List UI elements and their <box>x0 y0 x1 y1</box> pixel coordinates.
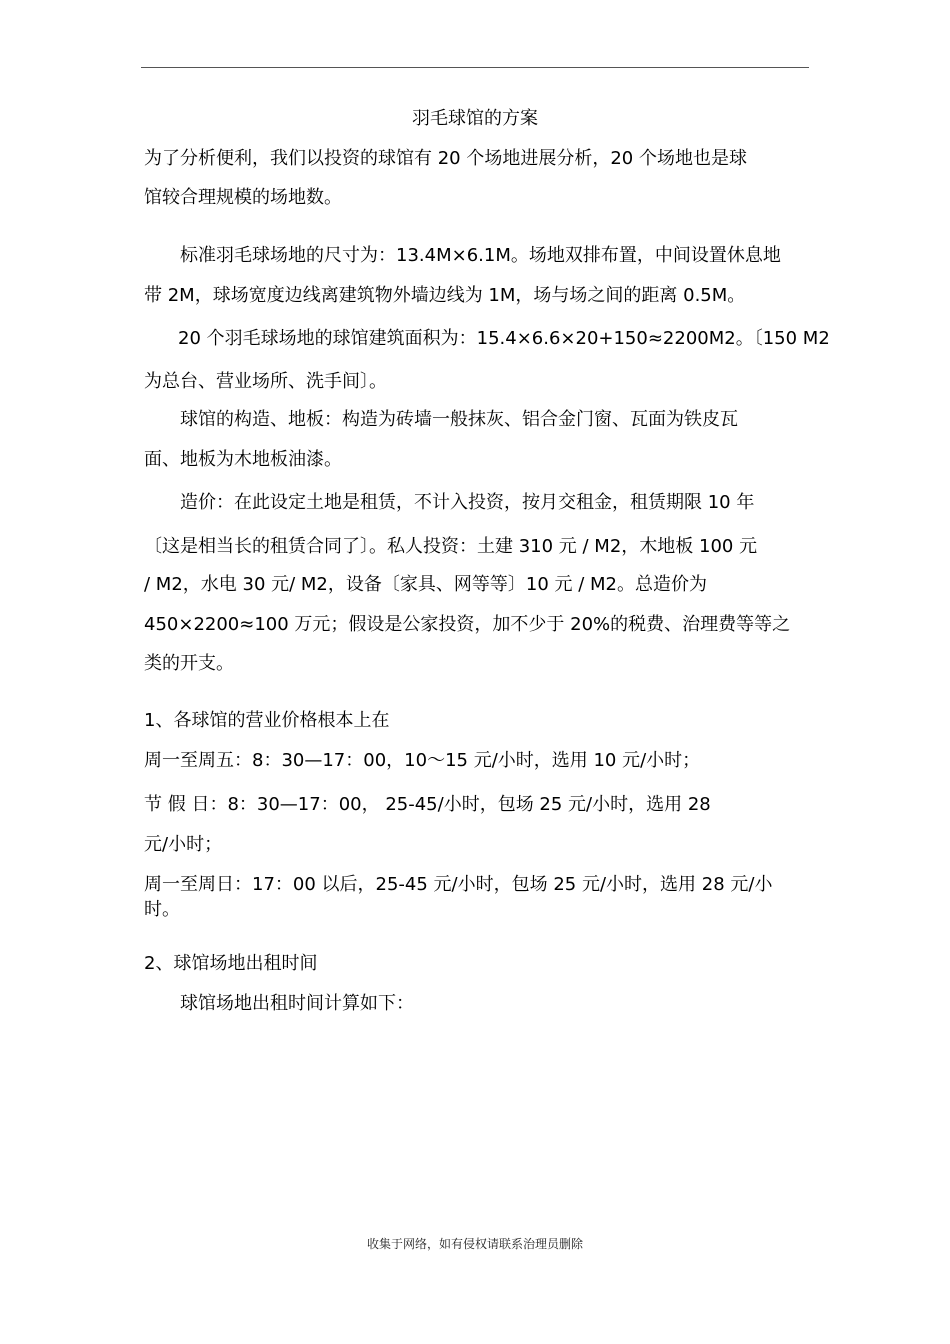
cost-line-4: 450×2200≈100 万元；假设是公家投资，加不少于 20%的税费、治理费等等之 <box>144 614 791 635</box>
cost-line-5: 类的开支。 <box>144 653 234 674</box>
weekday-price: 周一至周五：8：30—17：00，10～15 元/小时，选用 10 元/小时； <box>144 750 701 771</box>
size-line-2: 带 2M，球场宽度边线离建筑物外墙边线为 1M，场与场之间的距离 0.5M。 <box>144 285 746 306</box>
intro-line-2: 馆较合理规模的场地数。 <box>144 187 342 208</box>
section-2-text: 球馆场地出租时间计算如下： <box>180 993 414 1014</box>
area-line-2: 为总台、营业场所、洗手间〕。 <box>144 371 387 392</box>
structure-line-2: 面、地板为木地板油漆。 <box>144 449 342 470</box>
intro-line-1: 为了分析便利，我们以投资的球馆有 20 个场地进展分析，20 个场地也是球 <box>144 148 747 169</box>
evening-price-line-1: 周一至周日：17：00 以后，25-45 元/小时，包场 25 元/小时，选用 28 元/小 <box>144 874 773 895</box>
cost-line-1: 造价：在此设定土地是租赁，不计入投资，按月交租金，租赁期限 10 年 <box>180 492 755 513</box>
header-rule <box>141 67 809 68</box>
cost-line-3: / M2，水电 30 元/ M2，设备〔家具、网等等〕10 元 / M2。总造价为 <box>144 574 707 595</box>
section-2-heading: 2、球馆场地出租时间 <box>144 953 318 974</box>
cost-line-2: 〔这是相当长的租赁合同了〕。私人投资：土建 310 元 / M2，木地板 100 元 <box>144 536 758 557</box>
holiday-price-line-2: 元/小时； <box>144 834 223 855</box>
section-1-heading: 1、各球馆的营业价格根本上在 <box>144 710 390 731</box>
evening-price-line-2: 时。 <box>144 899 180 920</box>
document-title: 羽毛球馆的方案 <box>412 108 538 129</box>
size-line-1: 标准羽毛球场地的尺寸为：13.4M×6.1M。场地双排布置，中间设置休息地 <box>180 245 781 266</box>
page-footer: 收集于网络，如有侵权请联系治理员删除 <box>366 1237 583 1251</box>
area-line-1: 20 个羽毛球场地的球馆建筑面积为：15.4×6.6×20+150≈2200M2。〔150 M2 <box>178 328 830 349</box>
structure-line-1: 球馆的构造、地板：构造为砖墙一般抹灰、铝合金门窗、瓦面为铁皮瓦 <box>180 409 738 430</box>
holiday-price-line-1: 节 假 日：8：30—17：00， 25-45/小时，包场 25 元/小时，选用 28 <box>144 794 711 815</box>
